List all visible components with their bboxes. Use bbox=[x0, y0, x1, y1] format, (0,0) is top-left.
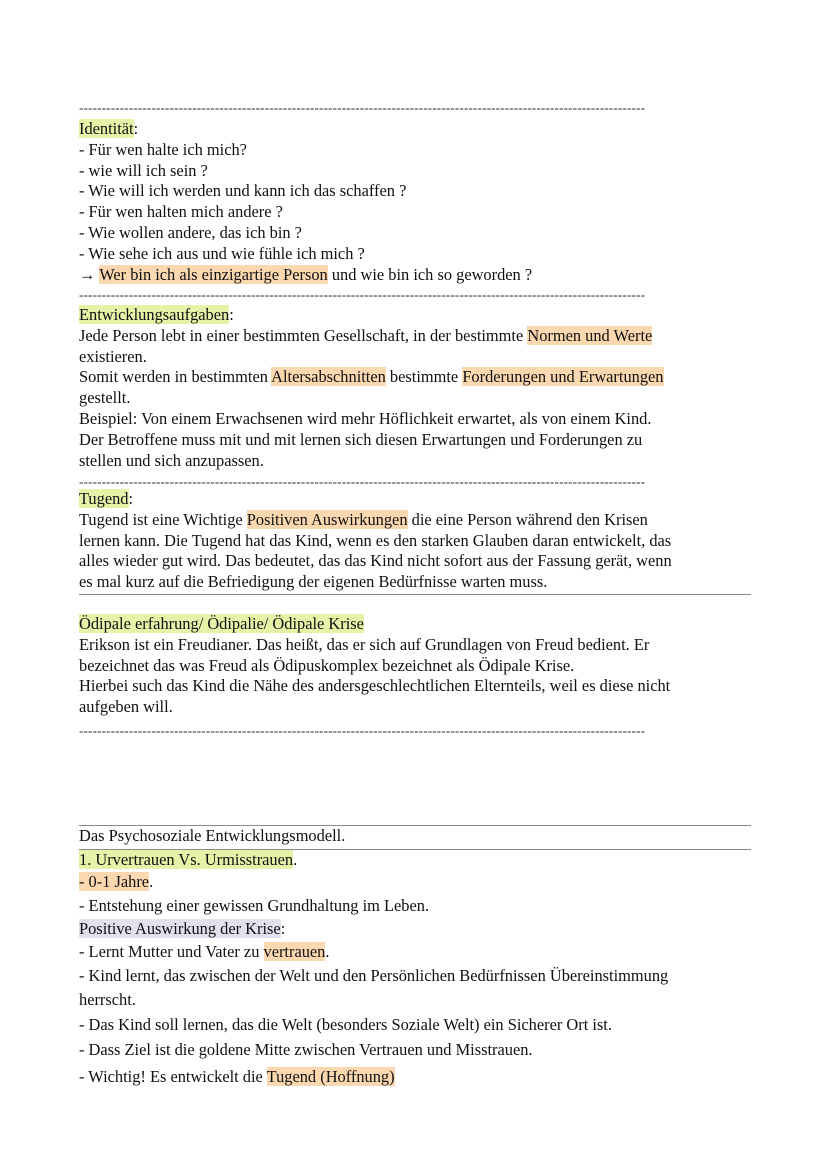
section-oedipale-krise bbox=[79, 614, 751, 718]
heading-highlight: Ödipale erfahrung/ Ödipalie/ Ödipale Krise bbox=[79, 614, 364, 633]
text-highlight: Altersabschnitten bbox=[271, 367, 386, 387]
paragraph-line: bezeichnet das was Freud als Ödipuskomplex bezeichnet als Ödipale Krise. bbox=[79, 655, 575, 675]
text-highlight: Forderungen und Erwartungen bbox=[462, 367, 664, 387]
section-heading: Identität: bbox=[79, 119, 139, 138]
paragraph-line: Somit werden in bestimmten Altersabschnitten bestimmte Forderungen und Erwartungen bbox=[79, 367, 664, 387]
paragraph-line: es mal kurz auf die Befriedigung der eigenen Bedürfnisse warten muss. bbox=[79, 572, 548, 592]
dashed-separator: ----------------------------------------------------------------------------------------------------------------------------- bbox=[79, 101, 646, 115]
section-tugend bbox=[79, 489, 751, 593]
list-item: - Das Kind soll lernen, das die Welt (besonders Soziale Welt) ein Sicherer Ort ist. bbox=[79, 1015, 612, 1034]
section-identitaet bbox=[79, 119, 751, 285]
text-highlight: Wer bin ich als einzigartige Person bbox=[99, 264, 328, 284]
paragraph-line: - Entstehung einer gewissen Grundhaltung im Leben. bbox=[79, 896, 430, 915]
heading-highlight: Tugend bbox=[79, 489, 129, 508]
paragraph-line: Hierbei such das Kind die Nähe des andersgeschlechtlichen Elternteils, weil es diese nicht bbox=[79, 676, 671, 696]
stage-heading: 1. Urvertrauen Vs. Urmisstrauen. bbox=[79, 850, 298, 869]
text-highlight: Positive Auswirkung der Krise bbox=[79, 919, 281, 938]
heading-highlight: Identität bbox=[79, 119, 134, 138]
section-heading: Entwicklungsaufgaben: bbox=[79, 305, 234, 324]
list-item: - Für wen halten mich andere ? bbox=[79, 202, 283, 222]
list-item: - Für wen halte ich mich? bbox=[79, 139, 247, 159]
paragraph-line: lernen kann. Die Tugend hat das Kind, wenn es den starken Glauben daran entwickelt, das bbox=[79, 530, 672, 550]
section-entwicklungsaufgaben bbox=[79, 305, 751, 471]
list-item: - Lernt Mutter und Vater zu vertrauen. bbox=[79, 942, 330, 961]
paragraph-line: Erikson ist ein Freudianer. Das heißt, das er sich auf Grundlagen von Freud bedient. Er bbox=[79, 634, 650, 654]
paragraph-line: aufgeben will. bbox=[79, 697, 173, 717]
list-item: - Wie will ich werden und kann ich das schaffen ? bbox=[79, 181, 407, 201]
list-item: - Dass Ziel ist die goldene Mitte zwischen Vertrauen und Misstrauen. bbox=[79, 1040, 533, 1059]
paragraph-line: herrscht. bbox=[79, 990, 136, 1009]
paragraph-line: Der Betroffene muss mit und mit lernen sich diesen Erwartungen und Forderungen zu bbox=[79, 429, 643, 449]
arrow-line: → Wer bin ich als einzigartige Person und wie bin ich so geworden ? bbox=[79, 264, 533, 284]
list-item: - Kind lernt, das zwischen der Welt und den Persönlichen Bedürfnissen Übereinstimmung bbox=[79, 966, 669, 985]
dashed-separator: ----------------------------------------------------------------------------------------------------------------------------- bbox=[79, 724, 646, 738]
section-heading bbox=[79, 614, 751, 635]
heading-highlight: 1. Urvertrauen Vs. Urmisstrauen bbox=[79, 850, 294, 869]
paragraph-line: existieren. bbox=[79, 346, 147, 366]
paragraph-line: Beispiel: Von einem Erwachsenen wird mehr Höflichkeit erwartet, als von einem Kind. bbox=[79, 408, 652, 428]
arrow-icon: → bbox=[79, 264, 100, 284]
text-highlight: Tugend (Hoffnung) bbox=[266, 1067, 395, 1086]
text-highlight: vertrauen bbox=[263, 942, 326, 961]
subheading: Positive Auswirkung der Krise: bbox=[79, 919, 286, 938]
dashed-separator: ----------------------------------------------------------------------------------------------------------------------------- bbox=[79, 288, 646, 302]
list-item: - Wie wollen andere, das ich bin ? bbox=[79, 222, 302, 242]
paragraph-line: stellen und sich anzupassen. bbox=[79, 450, 264, 470]
paragraph-line: Tugend ist eine Wichtige Positiven Auswirkungen die eine Person während den Krisen bbox=[79, 509, 648, 529]
paragraph-line: gestellt. bbox=[79, 388, 131, 408]
age-line: - 0-1 Jahre. bbox=[79, 872, 154, 891]
text-highlight: Positiven Auswirkungen bbox=[246, 509, 408, 529]
paragraph-line: alles wieder gut wird. Das bedeutet, das das Kind nicht sofort aus der Fassung gerät, wenn bbox=[79, 551, 672, 571]
section-title: Das Psychosoziale Entwicklungsmodell. bbox=[79, 826, 346, 845]
heading-highlight: Entwicklungsaufgaben bbox=[79, 305, 230, 324]
divider-line bbox=[79, 594, 751, 595]
text-highlight: Normen und Werte bbox=[527, 325, 653, 345]
paragraph-line: Jede Person lebt in einer bestimmten Gesellschaft, in der bestimmte Normen und Werte bbox=[79, 325, 653, 345]
list-item: - wie will ich sein ? bbox=[79, 160, 208, 180]
list-item: - Wie sehe ich aus und wie fühle ich mich ? bbox=[79, 243, 365, 263]
text-highlight: - 0-1 Jahre bbox=[79, 872, 150, 891]
list-item: - Wichtig! Es entwickelt die Tugend (Hoffnung) bbox=[79, 1067, 395, 1086]
section-heading: Tugend: bbox=[79, 489, 134, 508]
dashed-separator: ----------------------------------------------------------------------------------------------------------------------------- bbox=[79, 475, 646, 489]
